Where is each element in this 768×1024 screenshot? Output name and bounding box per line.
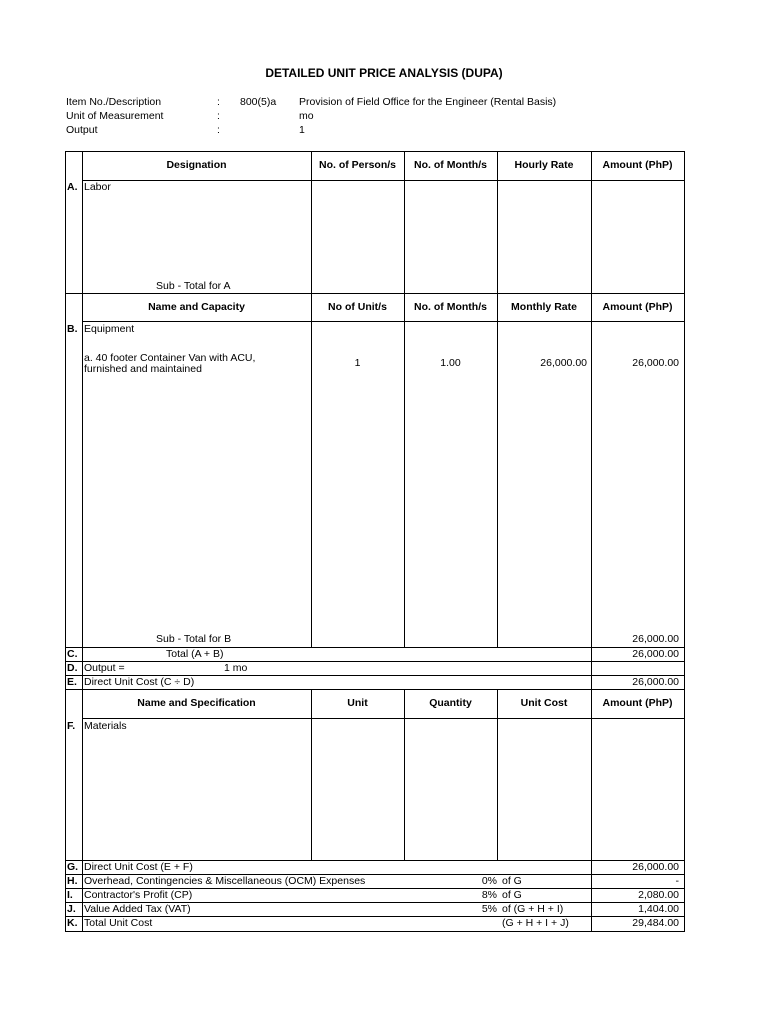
materials-label: Materials <box>84 720 127 732</box>
header-unit: Unit <box>347 697 368 709</box>
direct-unit-cost-ce-value: 26,000.00 <box>632 676 679 688</box>
header-persons: No. of Person/s <box>318 159 396 171</box>
header-name-capacity: Name and Capacity <box>148 301 245 313</box>
header-quantity: Quantity <box>429 697 472 709</box>
section-letter-f: F. <box>67 720 76 732</box>
row-basis: (G + H + I + J) <box>502 917 569 929</box>
row-value: 26,000.00 <box>632 861 679 873</box>
row-basis: of G <box>502 889 522 901</box>
equipment-rate: 26,000.00 <box>540 357 587 369</box>
row-letter-d: D. <box>67 662 78 674</box>
equipment-label: Equipment <box>84 323 135 335</box>
direct-unit-cost-ce-label: Direct Unit Cost (C ÷ D) <box>84 676 195 688</box>
row-percent: 8% <box>481 889 497 901</box>
unit-colon: : <box>217 110 220 122</box>
page-title: DETAILED UNIT PRICE ANALYSIS (DUPA) <box>265 66 503 80</box>
header-hourly-rate: Hourly Rate <box>514 159 574 171</box>
output-colon: : <box>217 124 220 136</box>
total-ab-label: Total (A + B) <box>166 648 224 660</box>
row-basis: of (G + H + I) <box>502 903 564 915</box>
header-units: No of Unit/s <box>328 301 387 313</box>
labor-subtotal-label: Sub - Total for A <box>156 280 231 292</box>
row-value: 1,404.00 <box>638 903 679 915</box>
row-value: 29,484.00 <box>632 917 679 929</box>
equipment-subtotal-value: 26,000.00 <box>632 633 679 645</box>
row-letter: G. <box>67 861 79 873</box>
row-letter-e: E. <box>67 676 77 688</box>
row-basis: of G <box>502 875 522 887</box>
unit-value: mo <box>299 110 314 122</box>
item-description: Provision of Field Office for the Engineer (Rental Basis) <box>299 96 557 108</box>
header-monthly-rate: Monthly Rate <box>511 301 577 313</box>
item-number: 800(5)a <box>240 96 277 108</box>
equipment-subtotal-label: Sub - Total for B <box>156 633 232 645</box>
row-letter-c: C. <box>67 648 78 660</box>
row-label: Value Added Tax (VAT) <box>84 903 191 915</box>
header-unit-cost: Unit Cost <box>520 697 568 709</box>
row-label: Direct Unit Cost (E + F) <box>84 861 193 873</box>
output-row-label: Output = <box>84 662 125 674</box>
labor-label: Labor <box>84 181 111 193</box>
row-value: - <box>675 875 679 887</box>
header-amount: Amount (PhP) <box>602 301 673 313</box>
total-ab-value: 26,000.00 <box>632 648 679 660</box>
equipment-item-line1: a. 40 footer Container Van with ACU, <box>84 352 256 364</box>
header-designation: Designation <box>166 159 227 171</box>
output-row-value: 1 mo <box>224 662 248 674</box>
unit-label: Unit of Measurement <box>66 110 164 122</box>
row-percent: 5% <box>481 903 497 915</box>
section-letter-a: A. <box>67 181 78 193</box>
section-letter-b: B. <box>67 323 78 335</box>
output-value: 1 <box>299 124 305 136</box>
row-label: Total Unit Cost <box>84 917 153 929</box>
header-months: No. of Month/s <box>414 301 487 313</box>
header-name-specification: Name and Specification <box>137 697 256 709</box>
header-amount: Amount (PhP) <box>602 159 673 171</box>
header-months: No. of Month/s <box>414 159 487 171</box>
item-colon: : <box>217 96 220 108</box>
row-value: 2,080.00 <box>638 889 679 901</box>
equipment-months: 1.00 <box>440 357 461 369</box>
row-letter: I. <box>67 889 73 901</box>
header-amount: Amount (PhP) <box>602 697 673 709</box>
equipment-item-line2: furnished and maintained <box>84 363 202 375</box>
output-label: Output <box>66 124 98 136</box>
row-letter: J. <box>67 903 76 915</box>
row-percent: 0% <box>481 875 497 887</box>
row-label: Contractor's Profit (CP) <box>84 889 193 901</box>
equipment-amount: 26,000.00 <box>632 357 679 369</box>
item-label: Item No./Description <box>66 96 162 108</box>
equipment-units: 1 <box>354 357 361 369</box>
row-letter: H. <box>67 875 78 887</box>
row-label: Overhead, Contingencies & Miscellaneous (OCM) Expenses <box>84 875 366 887</box>
row-letter: K. <box>67 917 78 929</box>
